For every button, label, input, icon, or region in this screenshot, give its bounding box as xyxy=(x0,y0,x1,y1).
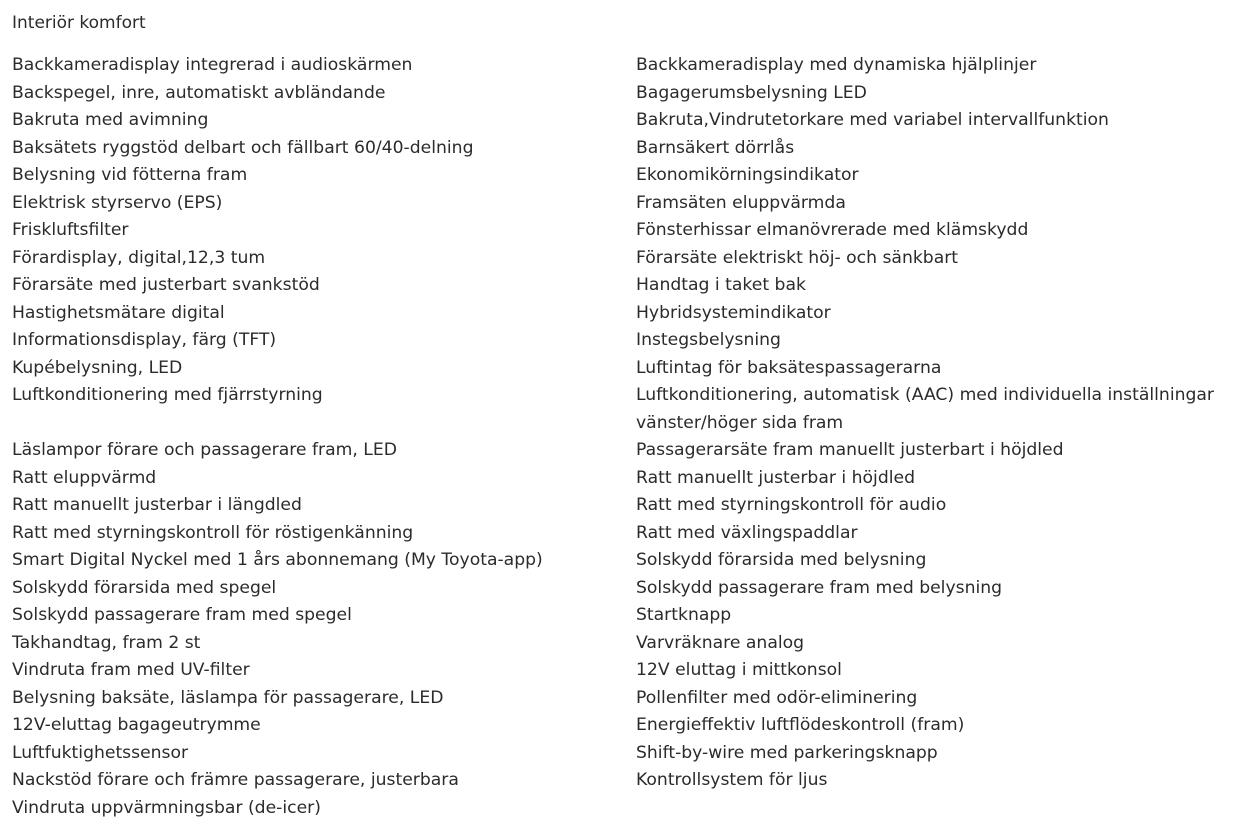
feature-item-left: 12V-eluttag bagageutrymme xyxy=(12,715,261,735)
feature-item-right: Startknapp xyxy=(636,605,732,625)
feature-item-right: Barnsäkert dörrlås xyxy=(636,137,795,158)
feature-item-left: Smart Digital Nyckel med 1 års abonnemang (My Toyota-app) xyxy=(12,550,543,570)
feature-item-left: Ratt eluppvärmd xyxy=(12,467,157,488)
feature-item-left: Informationsdisplay, färg (TFT) xyxy=(12,330,277,350)
feature-item-right: 12V eluttag i mittkonsol xyxy=(636,660,842,680)
feature-item-left: Vindruta uppvärmningsbar (de-icer) xyxy=(12,797,321,818)
feature-item-right: Ekonomikörningsindikator xyxy=(636,165,859,185)
feature-item-right: Ratt med styrningskontroll för audio xyxy=(636,495,947,515)
feature-item-right: Energieffektiv luftflödeskontroll (fram) xyxy=(636,715,965,735)
feature-item-right: Bakruta,Vindrutetorkare med variabel intervallfunktion xyxy=(636,110,1109,130)
feature-item-right: Luftintag för baksätespassagerarna xyxy=(636,357,942,378)
feature-item-right: Förarsäte elektriskt höj- och sänkbart xyxy=(636,247,959,268)
feature-item-right: Ratt manuellt justerbar i höjdled xyxy=(636,467,915,488)
feature-item-right: Instegsbelysning xyxy=(636,330,781,350)
feature-list xyxy=(12,52,1232,822)
feature-item-left: Solskydd passagerare fram med spegel xyxy=(12,605,352,625)
feature-item-left: Ratt med styrningskontroll för röstigenkänning xyxy=(12,522,414,543)
feature-item-left: Hastighetsmätare digital xyxy=(12,302,225,323)
feature-item-right: Ratt med växlingspaddlar xyxy=(636,522,858,543)
feature-item-left: Elektrisk styrservo (EPS) xyxy=(12,192,223,213)
feature-item-right: Luftkonditionering, automatisk (AAC) med individuella inställningar vänster/höger sida fram xyxy=(636,385,1214,433)
feature-item-left: Backkameradisplay integrerad i audioskärmen xyxy=(12,55,413,75)
feature-item-right: Solskydd passagerare fram med belysning xyxy=(636,577,1003,598)
feature-item-left: Takhandtag, fram 2 st xyxy=(12,632,201,653)
feature-item-left: Vindruta fram med UV-filter xyxy=(12,660,250,680)
feature-item-right: Hybridsystemindikator xyxy=(636,302,831,323)
feature-item-left: Luftfuktighetssensor xyxy=(12,742,189,763)
feature-item-right: Framsäten eluppvärmda xyxy=(636,192,846,213)
feature-item-left: Nackstöd förare och främre passagerare, justerbara xyxy=(12,770,459,790)
feature-item-left: Solskydd förarsida med spegel xyxy=(12,577,277,598)
feature-item-right: Bagagerumsbelysning LED xyxy=(636,82,867,103)
feature-item-right: Kontrollsystem för ljus xyxy=(636,770,828,790)
feature-item-right: Shift-by-wire med parkeringsknapp xyxy=(636,742,938,763)
feature-item-right: Pollenfilter med odör-eliminering xyxy=(636,687,918,708)
feature-item-left: Luftkonditionering med fjärrstyrning xyxy=(12,385,323,405)
feature-item-right: Solskydd förarsida med belysning xyxy=(636,550,927,570)
feature-item-right: Varvräknare analog xyxy=(636,632,805,653)
feature-item-right: Fönsterhissar elmanövrerade med klämskydd xyxy=(636,220,1029,240)
feature-item-left: Förardisplay, digital,12,3 tum xyxy=(12,247,266,268)
feature-item-left: Belysning baksäte, läslampa för passagerare, LED xyxy=(12,687,444,708)
feature-item-left: Baksätets ryggstöd delbart och fällbart 60/40-delning xyxy=(12,137,474,158)
feature-item-left: Läslampor förare och passagerare fram, LED xyxy=(12,440,397,460)
feature-item-right: Handtag i taket bak xyxy=(636,275,806,295)
feature-item-left: Bakruta med avimning xyxy=(12,110,209,130)
feature-item-right xyxy=(636,795,1232,823)
feature-item-right: Passagerarsäte fram manuellt justerbart i höjdled xyxy=(636,440,1064,460)
feature-item-right: Backkameradisplay med dynamiska hjälplinjer xyxy=(636,55,1037,75)
feature-item-left: Förarsäte med justerbart svankstöd xyxy=(12,275,320,295)
section-title: Interiör komfort xyxy=(12,13,146,33)
feature-item-left: Ratt manuellt justerbar i längdled xyxy=(12,495,302,515)
feature-item-left: Backspegel, inre, automatiskt avbländande xyxy=(12,82,386,103)
feature-item-left: Friskluftsfilter xyxy=(12,220,129,240)
feature-item-left: Kupébelysning, LED xyxy=(12,357,183,378)
feature-item-left: Belysning vid fötterna fram xyxy=(12,165,248,185)
